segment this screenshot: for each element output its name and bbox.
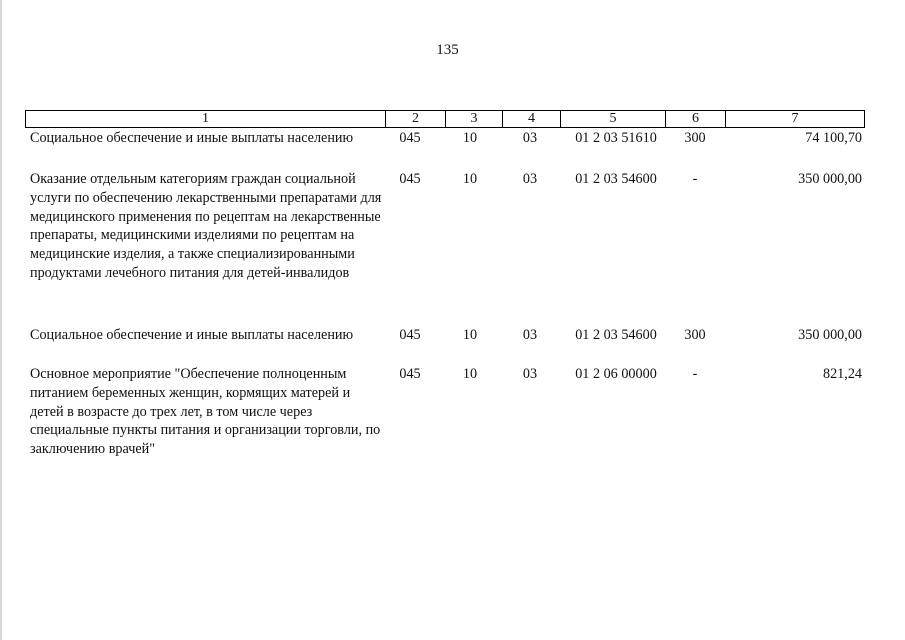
row-name: Оказание отдельным категориям граждан социальной услуги по обеспечению лекарственными препаратами для медицинского применения по рецептам на лекарственные препараты, медицинскими изделиями по рецептам на медицинские изделия, а также специализированными продуктами лечебного питания для детей-инвалидов xyxy=(30,171,382,281)
row-ministry-code: 045 xyxy=(399,171,421,187)
header-col-2: 2 xyxy=(386,111,446,127)
row-target-code: 01 2 03 54600 xyxy=(575,171,657,187)
row-subsection-code: 03 xyxy=(522,171,538,187)
row-target-code: 01 2 03 54600 xyxy=(575,327,657,343)
header-col-7: 7 xyxy=(791,111,799,126)
row-section-code: 10 xyxy=(462,366,478,382)
page-left-edge xyxy=(0,0,2,640)
row-section-code: 10 xyxy=(462,171,478,187)
header-col-1: 1 xyxy=(26,111,386,127)
row-name: Основное мероприятие "Обеспечение полноценным питанием беременных женщин, кормящих матерей и детей в возрасте до трех лет, в том числе через специальные пункты питания и организации торговли, по заключению врачей" xyxy=(30,366,381,458)
header-col-3: 3 xyxy=(446,111,503,127)
row-expense-type: 300 xyxy=(684,327,706,343)
row-expense-type: - xyxy=(692,171,698,187)
row-target-code: 01 2 03 51610 xyxy=(575,130,657,146)
row-subsection-code: 03 xyxy=(522,327,538,343)
row-amount: 821,24 xyxy=(822,366,862,382)
table-header xyxy=(25,110,865,128)
row-expense-type: - xyxy=(692,366,698,382)
row-amount: 350 000,00 xyxy=(798,327,862,343)
row-name: Социальное обеспечение и иные выплаты населению xyxy=(30,130,354,146)
header-col-4: 4 xyxy=(503,111,561,127)
header-col-6: 6 xyxy=(666,111,726,127)
page-number: 135 xyxy=(436,42,459,58)
row-subsection-code: 03 xyxy=(522,366,538,382)
row-subsection-code: 03 xyxy=(522,130,538,146)
row-section-code: 10 xyxy=(462,130,478,146)
row-ministry-code: 045 xyxy=(399,366,421,382)
row-name: Социальное обеспечение и иные выплаты населению xyxy=(30,327,354,343)
row-section-code: 10 xyxy=(462,327,478,343)
header-col-5: 5 xyxy=(561,111,666,127)
row-expense-type: 300 xyxy=(684,130,706,146)
row-ministry-code: 045 xyxy=(399,327,421,343)
row-target-code: 01 2 06 00000 xyxy=(575,366,657,382)
row-amount: 350 000,00 xyxy=(798,171,862,187)
row-amount: 74 100,70 xyxy=(805,130,862,146)
row-ministry-code: 045 xyxy=(399,130,421,146)
